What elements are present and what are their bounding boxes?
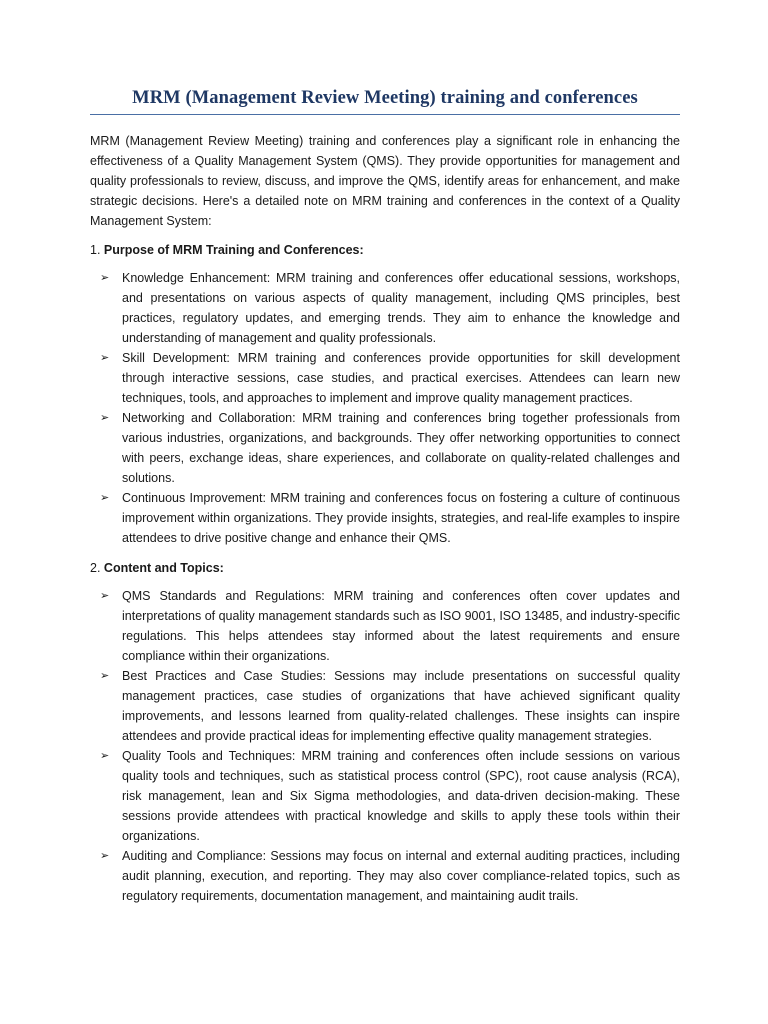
- list-item-text: Networking and Collaboration: MRM training and conferences bring together professionals from various industries, organizations, and backgrounds. They offer networking opportunities to connect with peers, exchange ideas, share experiences, and collaborate on quality-related challenges and solutions.: [122, 411, 680, 485]
- arrow-bullet-icon: ➢: [100, 850, 110, 862]
- arrow-bullet-icon: ➢: [100, 492, 110, 504]
- list-item: [100, 846, 680, 906]
- page-title: MRM (Management Review Meeting) training and conferences: [90, 88, 680, 115]
- section-number: 2.: [90, 561, 101, 575]
- list-item-text: Quality Tools and Techniques: MRM training and conferences often include sessions on various quality tools and techniques, such as statistical process control (SPC), root cause analysis (RCA), risk management, lean and Six Sigma methodologies, and data-driven decision-making. These sessions provide attendees with practical knowledge and skills to apply these tools within their organizations.: [122, 749, 680, 843]
- list-item: [100, 586, 680, 666]
- section-title: Content and Topics:: [103, 561, 224, 575]
- list-item-text: Auditing and Compliance: Sessions may focus on internal and external auditing practices, including audit planning, execution, and reporting. They may also cover compliance-related topics, such as regulatory requirements, documentation management, and maintaining audit trails.: [122, 849, 680, 903]
- section-2-list: [90, 586, 680, 906]
- section-number: 1.: [90, 243, 101, 257]
- section-title: Purpose of MRM Training and Conferences:: [103, 243, 364, 257]
- list-item: [100, 488, 680, 548]
- list-item-text: Best Practices and Case Studies: Sessions may include presentations on successful quality management practices, case studies of organizations that have achieved significant quality improvements, and lessons learned from quality-related challenges. These insights can inspire attendees and provide practical ideas for implementing effective quality management strategies.: [122, 669, 680, 743]
- list-item: [100, 268, 680, 348]
- arrow-bullet-icon: ➢: [100, 590, 110, 602]
- section-heading-1: [90, 240, 680, 260]
- list-item-text: Skill Development: MRM training and conferences provide opportunities for skill development through interactive sessions, case studies, and practical exercises. Attendees can learn new techniques, tools, and approaches to implement and improve quality management practices.: [122, 351, 680, 405]
- list-item-text: Knowledge Enhancement: MRM training and conferences offer educational sessions, workshops, and presentations on various aspects of quality management, including QMS principles, best practices, regulatory updates, and emerging trends. They aim to enhance the knowledge and understanding of management and quality professionals.: [122, 271, 680, 345]
- intro-paragraph: MRM (Management Review Meeting) training and conferences play a significant role in enhancing the effectiveness of a Quality Management System (QMS). They provide opportunities for management and quality professionals to review, discuss, and improve the QMS, identify areas for enhancement, and make strategic decisions. Here's a detailed note on MRM training and conferences in the context of a Quality Management System:: [90, 134, 680, 228]
- arrow-bullet-icon: ➢: [100, 750, 110, 762]
- list-item-text: QMS Standards and Regulations: MRM training and conferences often cover updates and interpretations of quality management standards such as ISO 9001, ISO 13485, and industry-specific regulations. This helps attendees stay informed about the latest requirements and ensure compliance within their organizations.: [122, 589, 680, 663]
- arrow-bullet-icon: ➢: [100, 670, 110, 682]
- section-1-list: [90, 268, 680, 548]
- arrow-bullet-icon: ➢: [100, 272, 110, 284]
- section-heading-2: [90, 558, 680, 578]
- list-item-text: Continuous Improvement: MRM training and conferences focus on fostering a culture of continuous improvement within organizations. They provide insights, strategies, and real-life examples to inspire attendees to drive positive change and enhance their QMS.: [122, 491, 680, 545]
- list-item: [100, 746, 680, 846]
- list-item: [100, 408, 680, 488]
- list-item: [100, 348, 680, 408]
- arrow-bullet-icon: ➢: [100, 412, 110, 424]
- list-item: [100, 666, 680, 746]
- document-page: [90, 88, 680, 916]
- arrow-bullet-icon: ➢: [100, 352, 110, 364]
